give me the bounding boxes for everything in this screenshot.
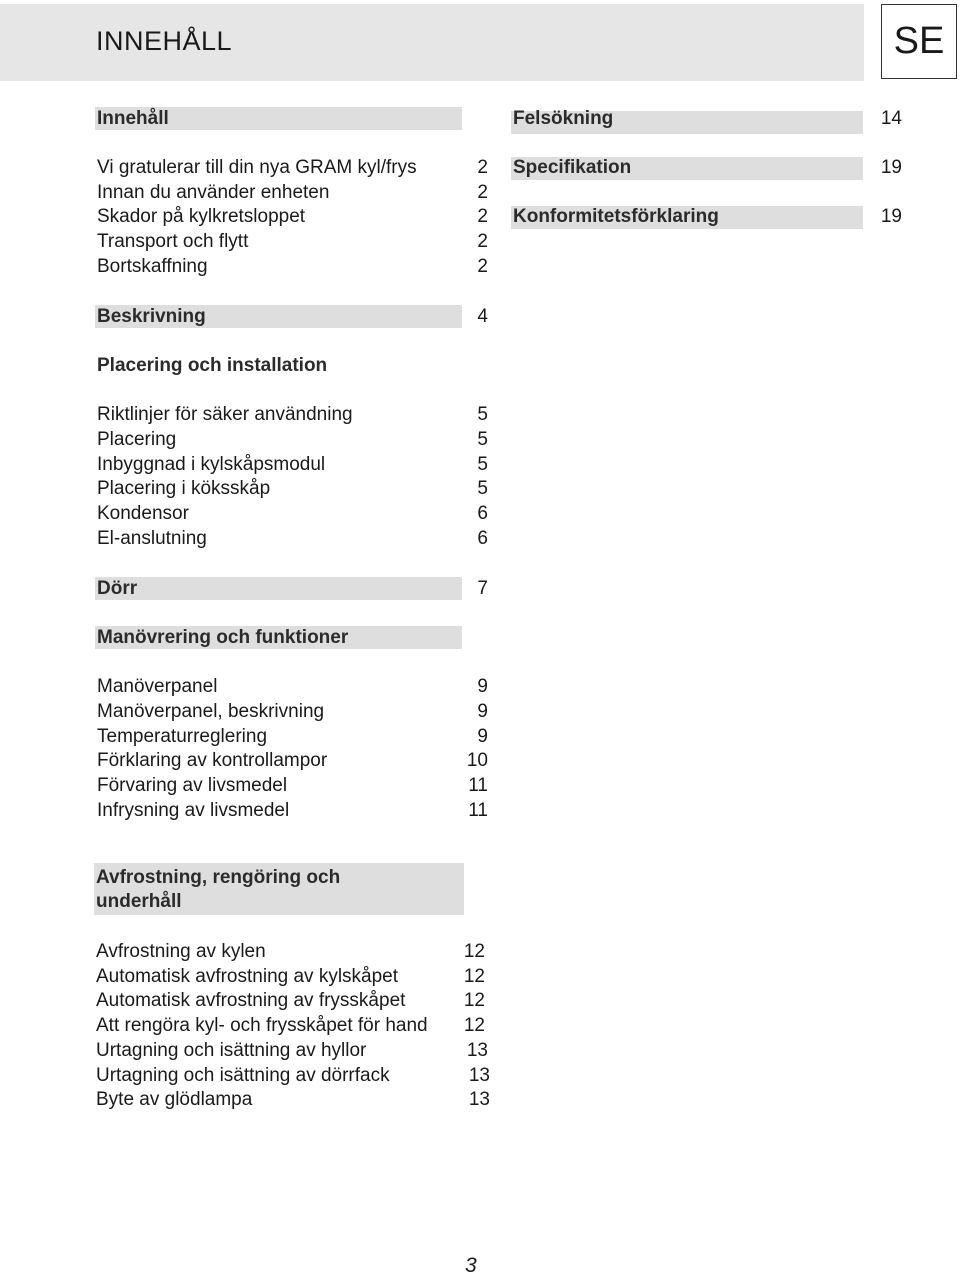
toc-page: 19 [880,206,902,227]
toc-page: 2 [477,206,488,227]
toc-entry[interactable]: Transport och flytt [97,231,249,252]
language-badge: SE [881,4,957,79]
toc-entry[interactable]: Kondensor [97,503,189,524]
toc-page: 7 [477,578,488,599]
toc-entry[interactable]: Skador på kylkretsloppet [97,206,306,227]
toc-entry[interactable]: Placering [97,429,177,450]
toc-page: 11 [468,800,488,821]
section-title-manovrering: Manövrering och funktioner [97,627,349,648]
toc-entry[interactable]: Automatisk avfrostning av frysskåpet [96,990,406,1011]
section-title-dorr[interactable]: Dörr [97,578,138,599]
toc-page: 13 [466,1040,488,1061]
toc-page: 5 [477,478,488,499]
section-title-avfrostning-line1: Avfrostning, rengöring och [96,867,341,888]
toc-entry[interactable]: El-anslutning [97,528,207,549]
toc-entry[interactable]: Vi gratulerar till din nya GRAM kyl/frys [97,157,417,178]
section-title-felsokning[interactable]: Felsökning [513,108,614,129]
toc-entry[interactable]: Byte av glödlampa [96,1089,253,1110]
toc-page: 2 [477,231,488,252]
toc-page: 9 [477,701,488,722]
section-band-dorr [95,577,462,600]
toc-page: 2 [477,157,488,178]
toc-page: 12 [463,990,485,1011]
toc-page: 12 [463,1015,485,1036]
toc-page: 11 [468,775,488,796]
toc-entry[interactable]: Avfrostning av kylen [96,941,266,962]
toc-entry[interactable]: Manöverpanel, beskrivning [97,701,325,722]
toc-page: 5 [477,429,488,450]
toc-entry[interactable]: Infrysning av livsmedel [97,800,290,821]
section-title-innehall: Innehåll [97,108,169,129]
toc-entry[interactable]: Automatisk avfrostning av kylskåpet [96,966,399,987]
toc-page: 5 [477,454,488,475]
toc-page: 9 [477,676,488,697]
toc-page: 9 [477,726,488,747]
toc-page: 4 [477,306,488,327]
section-title-beskrivning[interactable]: Beskrivning [97,306,206,327]
toc-entry[interactable]: Urtagning och isättning av hyllor [96,1040,367,1061]
toc-page: 6 [477,528,488,549]
toc-entry[interactable]: Innan du använder enheten [97,182,330,203]
page-title: INNEHÅLL [96,26,233,56]
toc-entry[interactable]: Bortskaffning [97,256,208,277]
toc-page: 14 [880,108,902,129]
toc-page: 19 [880,157,902,178]
toc-page: 2 [477,256,488,277]
toc-entry[interactable]: Manöverpanel [97,676,218,697]
toc-entry[interactable]: Förklaring av kontrollampor [97,750,328,771]
section-title-specifikation[interactable]: Specifikation [513,157,632,178]
toc-page: 13 [468,1089,490,1110]
toc-entry[interactable]: Inbyggnad i kylskåpsmodul [97,454,326,475]
toc-page: 6 [477,503,488,524]
toc-page: 2 [477,182,488,203]
toc-entry[interactable]: Urtagning och isättning av dörrfack [96,1065,390,1086]
toc-page: 10 [466,750,488,771]
section-title-placering: Placering och installation [97,355,328,376]
toc-page: 12 [463,966,485,987]
section-title-avfrostning-line2: underhåll [96,891,182,912]
footer-page-number: 3 [465,1254,477,1277]
toc-entry[interactable]: Temperaturreglering [97,726,268,747]
toc-entry[interactable]: Att rengöra kyl- och frysskåpet för hand [96,1015,428,1036]
toc-entry[interactable]: Placering i köksskåp [97,478,271,499]
section-title-konformitet[interactable]: Konformitetsförklaring [513,206,719,227]
toc-entry[interactable]: Förvaring av livsmedel [97,775,288,796]
toc-page: 12 [463,941,485,962]
toc-page: 5 [477,404,488,425]
toc-page: 13 [468,1065,490,1086]
toc-entry[interactable]: Riktlinjer för säker användning [97,404,353,425]
